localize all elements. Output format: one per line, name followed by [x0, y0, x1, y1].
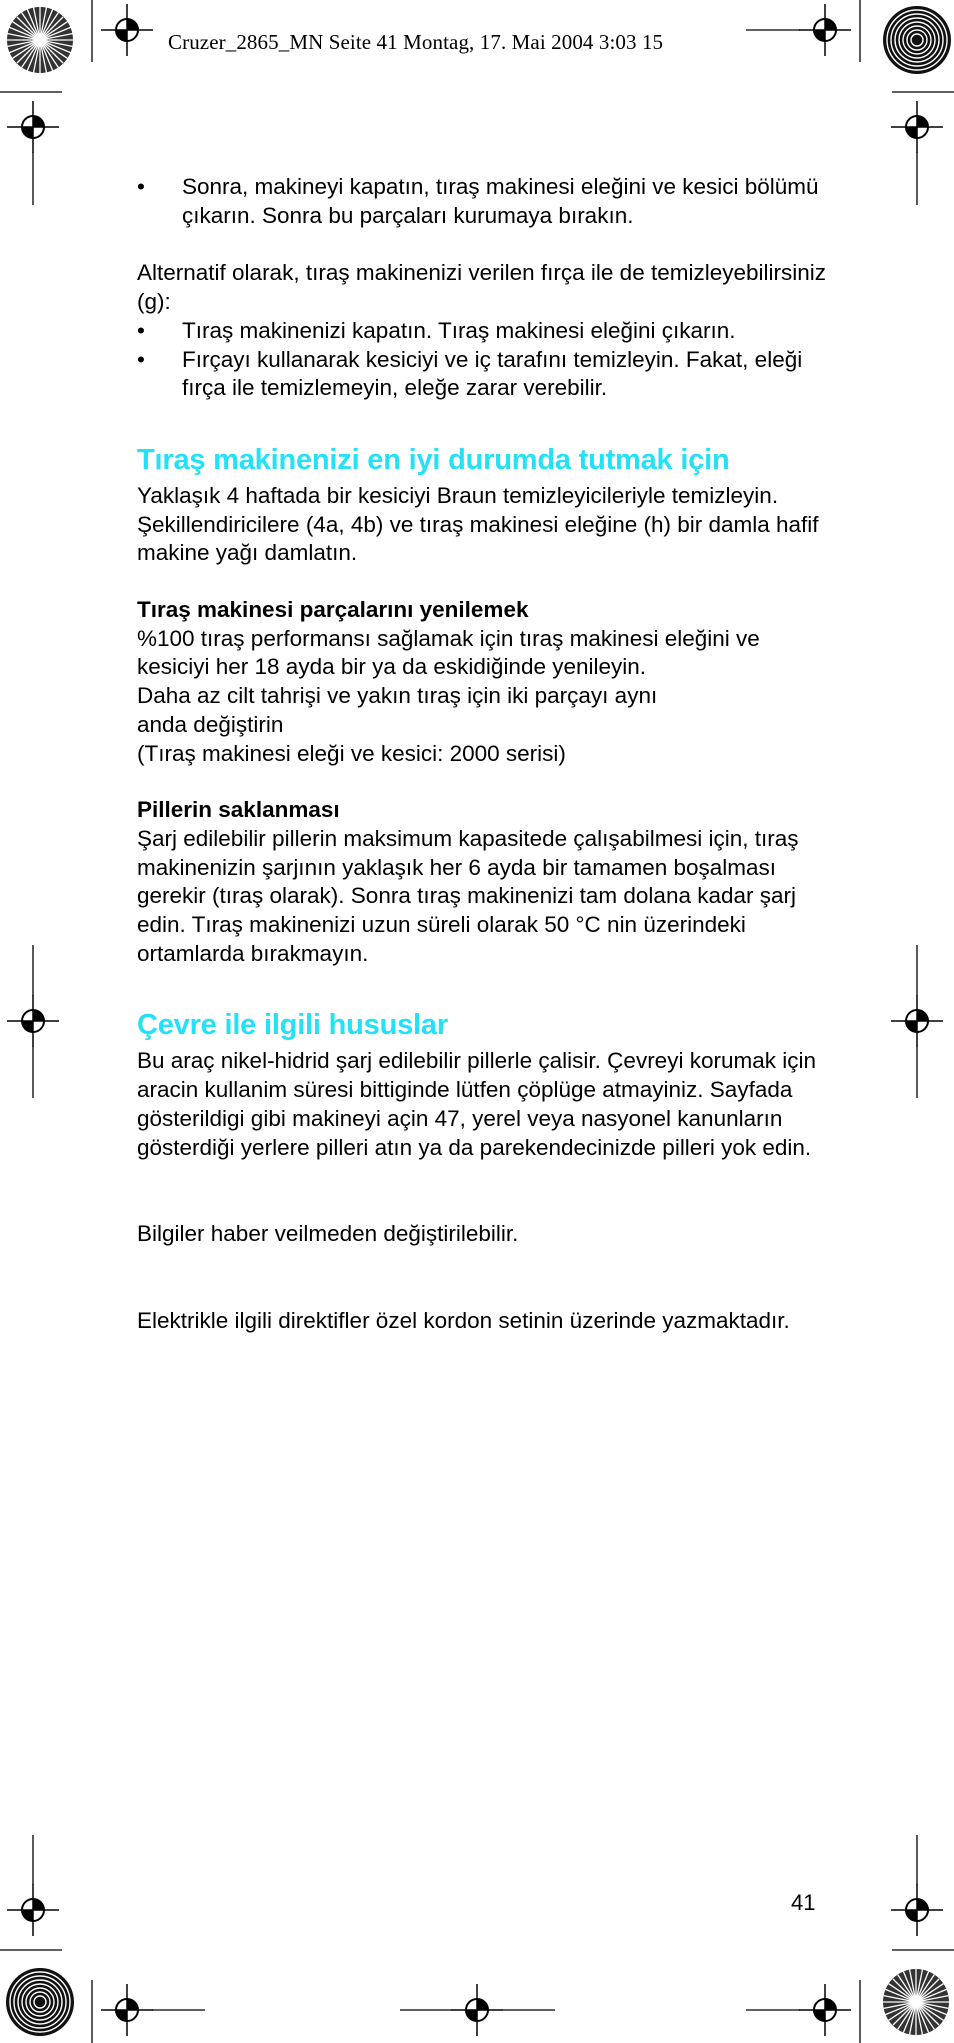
bullet-text: Fırçayı kullanarak kesiciyi ve iç tarafını temizleyin. Fakat, eleği fırça ile temizlemeyin, eleğe zarar verebilir.	[182, 346, 803, 401]
maintenance-paragraph: Yaklaşık 4 haftada bir kesiciyi Braun temizleyicileriyle temizleyin. Şekillendiricilere (4a, 4b) ve tıraş makinesi eleğine (h) bir damla hafif makine yağı damlatın.	[137, 482, 819, 566]
bullet-glyph: •	[137, 317, 145, 343]
notice-subject-to-change: Bilgiler haber veilmeden değiştirilebilir.	[137, 1221, 519, 1247]
battery-storage-text: Şarj edilebilir pillerin maksimum kapasitede çalışabilmesi için, tıraş makinenizin şarjının yaklaşık her 6 ayda bir tamamen boşalması gerekir (tıraş olarak). Sonra tıraş makinenizi tam dolana kadar şarj edin. Tıraş makinenizi uzun süreli olarak 50 °C nin üzerindeki ortamlarda bırakmayın.	[137, 825, 799, 966]
bullet-text: Tıraş makinenizi kapatın. Tıraş makinesi eleğini çıkarın.	[182, 317, 736, 343]
color-wheel-mark-bottom-right	[883, 1969, 949, 2035]
page-content	[137, 173, 827, 1336]
registration-mark	[891, 1884, 943, 1936]
registration-mark	[891, 101, 943, 153]
subheading-battery-storage: Pillerin saklanması	[137, 797, 340, 823]
registration-mark	[799, 1984, 851, 2036]
section-heading-maintenance: Tıraş makinenizi en iyi durumda tutmak için	[137, 443, 730, 476]
registration-mark	[451, 1984, 503, 2036]
replace-parts-text: anda değiştirin	[137, 711, 284, 737]
notice-electrical-directives: Elektrikle ilgili direktifler özel kordon setinin üzerinde yazmaktadır.	[137, 1307, 790, 1333]
print-slug-line: Cruzer_2865_MN Seite 41 Montag, 17. Mai 2004 3:03 15	[168, 30, 664, 54]
registration-mark	[891, 995, 943, 1047]
bullet-glyph: •	[137, 174, 145, 199]
color-wheel-mark-top-left	[7, 7, 73, 73]
section-heading-environment: Çevre ile ilgili hususlar	[137, 1009, 448, 1042]
replace-parts-text: Daha az cilt tahrişi ve yakın tıraş için iki parçayı aynı	[137, 683, 658, 709]
bullet-text: Sonra, makineyi kapatın, tıraş makinesi eleğini ve kesici bölümü çıkarın. Sonra bu parçaları kurumaya bırakın.	[182, 174, 819, 228]
registration-mark	[7, 101, 59, 153]
bullet-glyph: •	[137, 346, 145, 372]
registration-mark	[101, 1984, 153, 2036]
registration-mark	[7, 995, 59, 1047]
subheading-replace-parts: Tıraş makinesi parçalarını yenilemek	[137, 597, 529, 623]
registration-mark	[7, 1884, 59, 1936]
color-wheel-mark-bottom-left	[6, 1968, 74, 2036]
registration-mark	[101, 4, 153, 56]
environment-paragraph: Bu araç nikel-hidrid şarj edilebilir pillerle çalisir. Çevreyi korumak için aracin kullanim süresi bittiginde lütfen çöplüge atmayiniz. Sayfada gösterildigi gibi makineyi açin 47, yerel veya nasyonel kanunların gösterdiği yerlere pilleri atın ya da parekendecinizde pilleri yok edin.	[137, 1048, 816, 1160]
registration-mark	[799, 4, 851, 56]
replace-parts-text: (Tıraş makinesi eleği ve kesici: 2000 serisi)	[137, 740, 566, 766]
alternative-intro: Alternatif olarak, tıraş makinenizi verilen fırça ile de temizleyebilirsiniz (g):	[137, 260, 827, 315]
replace-parts-text: %100 tıraş performansı sağlamak için tıraş makinesi eleğini ve kesiciyi her 18 ayda bir ya da eskidiğinde yenileyin.	[137, 625, 760, 680]
page-number: 41	[791, 1890, 816, 1915]
bullet-item	[137, 346, 827, 403]
color-wheel-mark-top-right	[883, 6, 951, 74]
bullet-item	[137, 173, 827, 230]
bullet-item	[137, 317, 827, 346]
